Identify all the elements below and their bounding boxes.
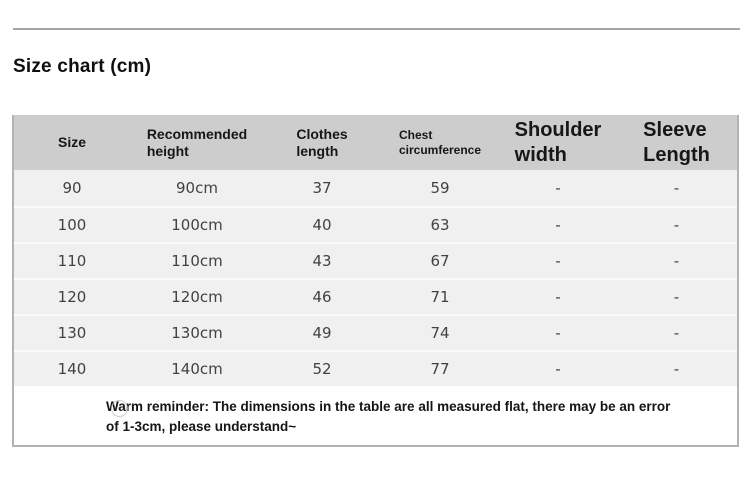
- table-cell: 110cm: [171, 252, 223, 270]
- column-header-label: Chest: [398, 128, 433, 143]
- table-cell: 120: [57, 288, 87, 306]
- table-cell: 49: [312, 324, 332, 342]
- table-row: [14, 350, 737, 386]
- column-header-label: height: [146, 142, 189, 159]
- column-header-size: [14, 134, 130, 151]
- column-header-shoulder-width: [500, 118, 616, 168]
- table-row: [14, 278, 737, 314]
- column-header-label: Size: [57, 134, 86, 151]
- column-header-label: Recommended: [146, 125, 248, 142]
- column-header-text: [643, 118, 710, 168]
- table-cell: 40: [312, 216, 332, 234]
- table-cell: -: [555, 216, 561, 234]
- table-cell: 90: [62, 179, 82, 197]
- table-cell: 120cm: [171, 288, 223, 306]
- column-header-label: width: [514, 143, 567, 166]
- table-cell: -: [555, 324, 561, 342]
- table-cell: 140: [57, 360, 87, 378]
- table-cell: -: [673, 179, 680, 197]
- table-note: [14, 386, 737, 445]
- table-row: [14, 242, 737, 278]
- column-header-text: [296, 126, 347, 159]
- table-cell: 43: [312, 252, 332, 270]
- size-chart-table: [12, 115, 739, 447]
- column-header-text: [515, 118, 602, 168]
- table-cell: 100cm: [171, 216, 223, 234]
- table-cell: -: [555, 288, 561, 306]
- column-header-text: [147, 126, 247, 159]
- table-cell: 110: [57, 252, 87, 270]
- table-body: [14, 170, 737, 386]
- table-cell: 130cm: [171, 324, 223, 342]
- column-header-label: Clothes: [296, 125, 348, 142]
- column-header-text: [399, 128, 481, 156]
- column-header-text: [58, 134, 86, 151]
- table-row: [14, 206, 737, 242]
- table-cell: 71: [430, 288, 450, 306]
- table-cell: 77: [430, 360, 450, 378]
- column-header-label: length: [296, 142, 339, 159]
- table-row: [14, 170, 737, 206]
- table-cell: -: [555, 252, 561, 270]
- column-header-recommended-height: [130, 126, 264, 159]
- page-title: Size chart (cm): [13, 56, 152, 77]
- table-cell: 74: [430, 324, 450, 342]
- table-cell: -: [555, 360, 561, 378]
- table-cell: 59: [430, 179, 450, 197]
- table-cell: -: [673, 324, 680, 342]
- note-text: Warm reminder: The dimensions in the table are all measured flat, there may be an error of 1-3cm, please understand~: [106, 399, 671, 435]
- table-cell: -: [673, 216, 680, 234]
- table-cell: 130: [57, 324, 87, 342]
- table-cell: 67: [430, 252, 450, 270]
- table-row: [14, 314, 737, 350]
- column-header-label: circumference: [398, 142, 482, 157]
- table-cell: 37: [312, 179, 332, 197]
- table-cell: -: [673, 360, 680, 378]
- table-cell: -: [555, 179, 561, 197]
- column-header-chest-circumference: [380, 128, 500, 156]
- table-cell: -: [673, 252, 680, 270]
- table-cell: 52: [312, 360, 332, 378]
- column-header-sleeve-length: [616, 118, 737, 168]
- table-header-row: [14, 115, 737, 170]
- table-cell: -: [673, 288, 680, 306]
- table-cell: 140cm: [171, 360, 223, 378]
- column-header-label: Length: [643, 143, 710, 166]
- table-cell: 63: [430, 216, 450, 234]
- top-divider: [13, 28, 740, 30]
- table-cell: 90cm: [176, 179, 218, 197]
- column-header-label: Sleeve: [643, 118, 707, 141]
- column-header-label: Shoulder: [514, 118, 602, 141]
- table-cell: 100: [57, 216, 87, 234]
- table-cell: 46: [312, 288, 332, 306]
- column-header-clothes-length: [264, 126, 380, 159]
